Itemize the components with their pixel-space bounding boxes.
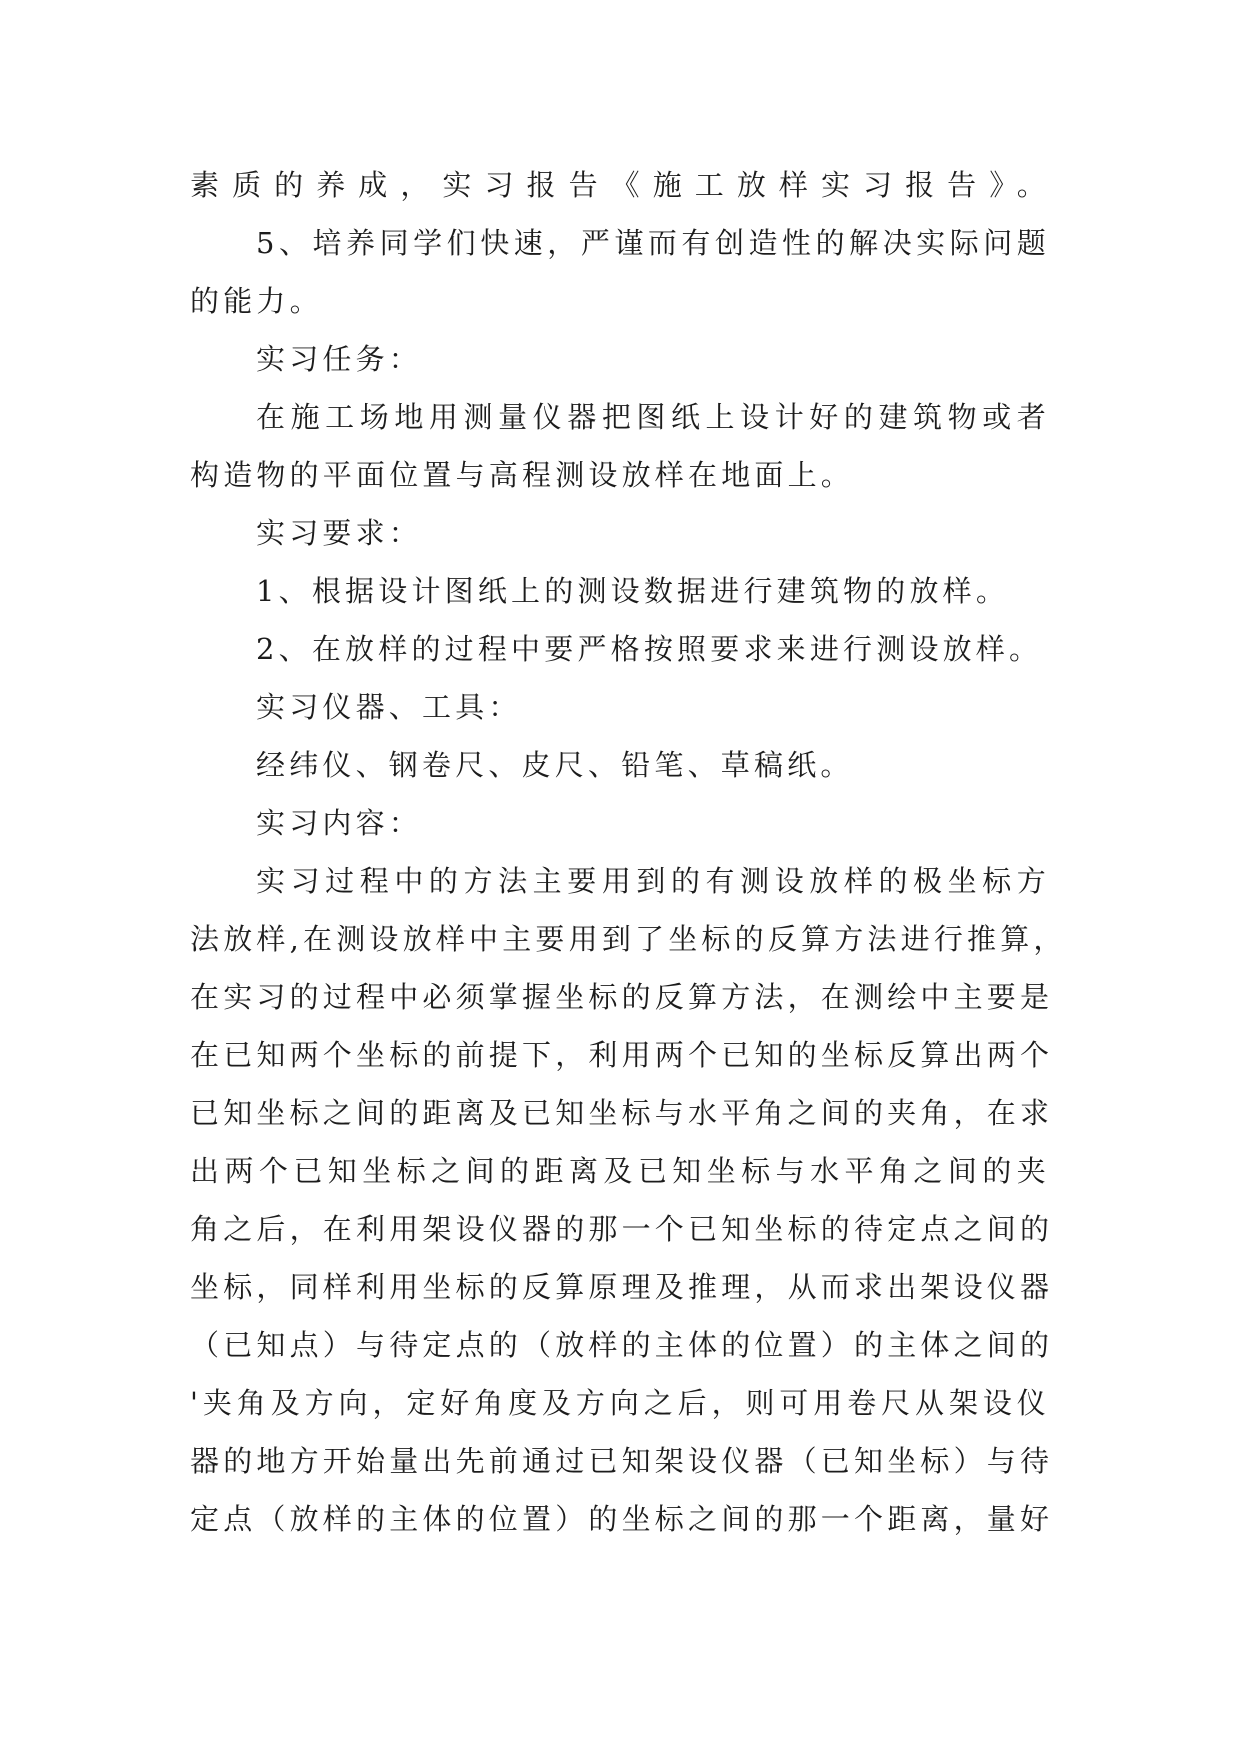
text-line: 素质的养成，实习报告《施工放样实习报告》。 (190, 168, 1050, 202)
text-line: 在已知两个坐标的前提下，利用两个已知的坐标反算出两个 (190, 1038, 1054, 1072)
section-heading: 实习要求： (256, 516, 423, 550)
text-line: '夹角及方向，定好角度及方向之后，则可用卷尺从架设仪 (190, 1386, 1050, 1420)
text-line: 经纬仪、钢卷尺、皮尺、铅笔、草稿纸。 (256, 748, 854, 782)
list-item: 2、在放样的过程中要严格按照要求来进行测设放样。 (256, 632, 1043, 666)
text-line: 5、培养同学们快速，严谨而有创造性的解决实际问题 (256, 226, 1050, 260)
text-line: 已知坐标之间的距离及已知坐标与水平角之间的夹角，在求 (190, 1096, 1054, 1130)
list-item: 1、根据设计图纸上的测设数据进行建筑物的放样。 (256, 574, 1010, 608)
text-line: 法放样,在测设放样中主要用到了坐标的反算方法进行推算， (190, 922, 1067, 956)
text-line: 在施工场地用测量仪器把图纸上设计好的建筑物或者 (256, 400, 1050, 434)
document-body (190, 156, 1067, 1548)
text-line: 的能力。 (190, 284, 323, 318)
text-line: 角之后，在利用架设仪器的那一个已知坐标的待定点之间的 (190, 1212, 1054, 1246)
section-heading: 实习内容： (256, 806, 423, 840)
text-line: 定点（放样的主体的位置）的坐标之间的那一个距离，量好 (190, 1502, 1054, 1536)
text-line: （已知点）与待定点的（放样的主体的位置）的主体之间的 (190, 1328, 1054, 1362)
text-line: 出两个已知坐标之间的距离及已知坐标与水平角之间的夹 (190, 1154, 1050, 1188)
section-heading: 实习仪器、工具： (256, 690, 522, 724)
text-line: 器的地方开始量出先前通过已知架设仪器（已知坐标）与待 (190, 1444, 1054, 1478)
text-line: 实习过程中的方法主要用到的有测设放样的极坐标方 (256, 864, 1050, 898)
text-line: 在实习的过程中必须掌握坐标的反算方法，在测绘中主要是 (190, 980, 1054, 1014)
text-line: 坐标，同样利用坐标的反算原理及推理，从而求出架设仪器 (190, 1270, 1054, 1304)
text-line: 构造物的平面位置与高程测设放样在地面上。 (190, 458, 855, 492)
section-heading: 实习任务： (256, 342, 423, 376)
